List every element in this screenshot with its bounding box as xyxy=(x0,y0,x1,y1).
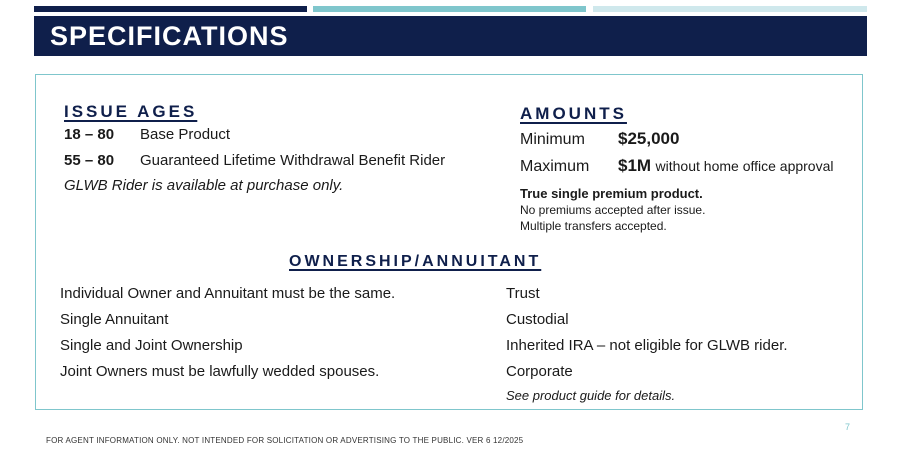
issue-age-desc: Guaranteed Lifetime Withdrawal Benefit Rider xyxy=(140,152,446,169)
accent-bar-light xyxy=(593,6,867,12)
issue-age-row xyxy=(64,152,445,169)
minimum-row xyxy=(520,129,679,149)
ownership-right-item: Corporate xyxy=(506,363,573,380)
ownership-left-item: Single and Joint Ownership xyxy=(60,337,243,354)
premium-note-1: No premiums accepted after issue. xyxy=(520,203,706,217)
page-title: SPECIFICATIONS xyxy=(50,21,289,51)
ownership-right-item: Custodial xyxy=(506,311,569,328)
issue-age-range: 18 – 80 xyxy=(64,126,115,143)
issue-age-range: 55 – 80 xyxy=(64,152,115,169)
page-number: 7 xyxy=(845,422,851,432)
maximum-label: Maximum xyxy=(520,158,590,175)
content-box xyxy=(35,74,863,410)
title-band xyxy=(34,16,867,56)
ownership-heading: OWNERSHIP/ANNUITANT xyxy=(289,253,542,270)
accent-bar-teal xyxy=(313,6,586,12)
amounts-heading: AMOUNTS xyxy=(520,104,627,123)
ownership-right-item: Inherited IRA – not eligible for GLWB rider. xyxy=(506,337,788,354)
issue-ages-heading: ISSUE AGES xyxy=(64,102,198,121)
product-guide-note: See product guide for details. xyxy=(506,388,676,403)
maximum-row xyxy=(520,156,834,176)
issue-age-row xyxy=(64,126,230,143)
minimum-value: $25,000 xyxy=(618,129,680,148)
disclaimer-footer: FOR AGENT INFORMATION ONLY. NOT INTENDED FOR SOLICITATION OR ADVERTISING TO THE PUBLIC. VER 6 12/2025 xyxy=(46,436,524,445)
ownership-right-item: Trust xyxy=(506,285,540,302)
maximum-value: $1M xyxy=(618,156,652,175)
accent-bar-navy xyxy=(34,6,307,12)
ownership-left-item: Single Annuitant xyxy=(60,311,169,328)
ownership-left-item: Joint Owners must be lawfully wedded spouses. xyxy=(60,363,380,380)
maximum-note: without home office approval xyxy=(655,158,834,174)
issue-age-desc: Base Product xyxy=(140,126,231,143)
minimum-label: Minimum xyxy=(520,131,585,148)
glwb-note: GLWB Rider is available at purchase only. xyxy=(64,177,344,194)
ownership-left-item: Individual Owner and Annuitant must be the same. xyxy=(60,285,396,302)
premium-note-2: Multiple transfers accepted. xyxy=(520,219,667,233)
premium-type: True single premium product. xyxy=(520,186,703,201)
